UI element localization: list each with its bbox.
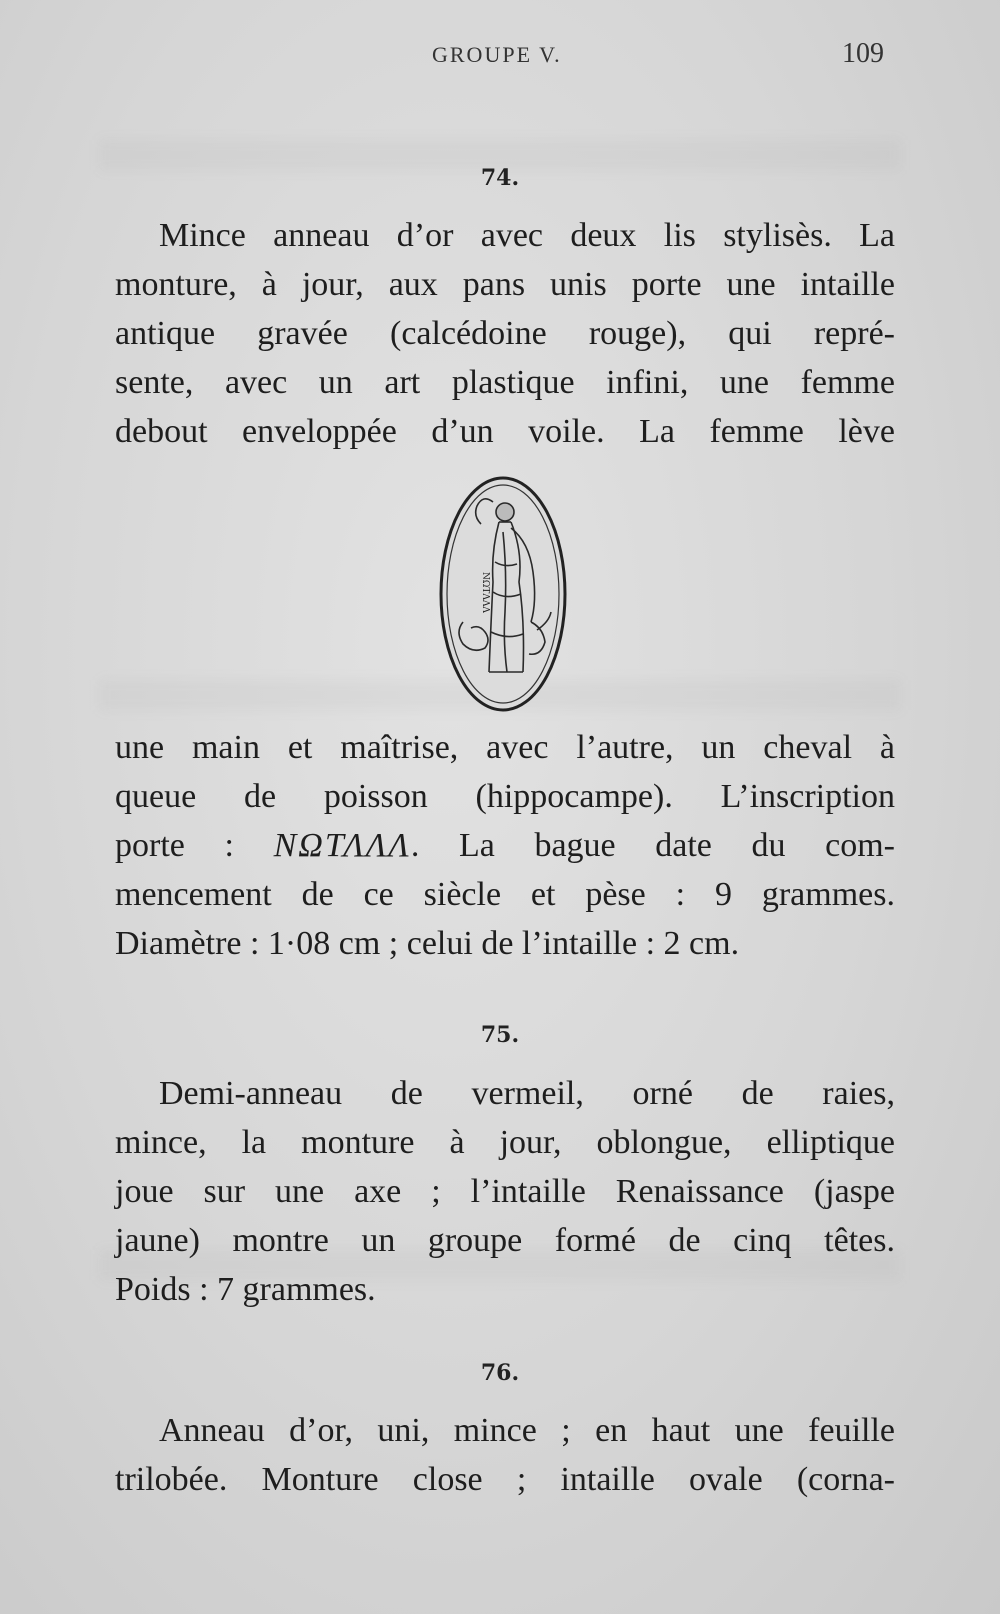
text-line-inscription [115,821,895,870]
text-line: monture, à jour, aux pans unis porte une intaille [115,266,895,303]
text-line: sente, avec un art plastique infini, une femme [115,364,895,401]
inscription: ΝΩΤΛΛΛ [273,827,411,864]
engraved-gem-icon [433,472,573,717]
text-line: mencement de ce siècle et pèse : 9 grammes. [115,876,895,913]
text-line: queue de poisson (hippocampe). L’inscription [115,778,895,815]
running-head [0,38,1000,72]
text-line: Poids : 7 grammes. [115,1271,376,1308]
entry-number-75: 75. [480,1022,520,1048]
text-line: une main et maîtrise, avec l’autre, un cheval à [115,729,895,766]
text-line: Mince anneau d’or avec deux lis stylisès. La [159,217,895,254]
text-line: Diamètre : 1·08 cm ; celui de l’intaille : 2 cm. [115,925,740,962]
inscription-suffix: . La bague date du com- [410,827,895,864]
text-line: trilobée. Monture close ; intaille ovale (corna- [115,1461,895,1498]
entry-74-text-top [115,211,895,456]
entry-75-text [115,1069,895,1314]
text-line: mince, la monture à jour, oblongue, elliptique [115,1124,895,1161]
text-line: jaune) montre un groupe formé de cinq têtes. [115,1222,895,1259]
inscription-prefix: porte : [115,827,274,864]
entry-number-76: 76. [480,1360,520,1386]
text-line: Anneau d’or, uni, mince ; en haut une feuille [159,1412,895,1449]
entry-76-text [115,1406,895,1504]
text-line: joue sur une axe ; l’intaille Renaissance (jaspe [115,1173,895,1210]
text-line: Demi-anneau de vermeil, orné de raies, [159,1075,895,1112]
running-head-title: GROUPE V. [432,42,562,67]
entry-number-74: 74. [480,165,520,191]
gem-inscription: ΝΩΤΛΛΛ [480,572,490,613]
page-number: 109 [842,38,884,69]
entry-74-text-bottom [115,723,895,968]
text-line: debout enveloppée d’un voile. La femme lève [115,413,895,450]
text-line: antique gravée (calcédoine rouge), qui repré- [115,315,895,352]
